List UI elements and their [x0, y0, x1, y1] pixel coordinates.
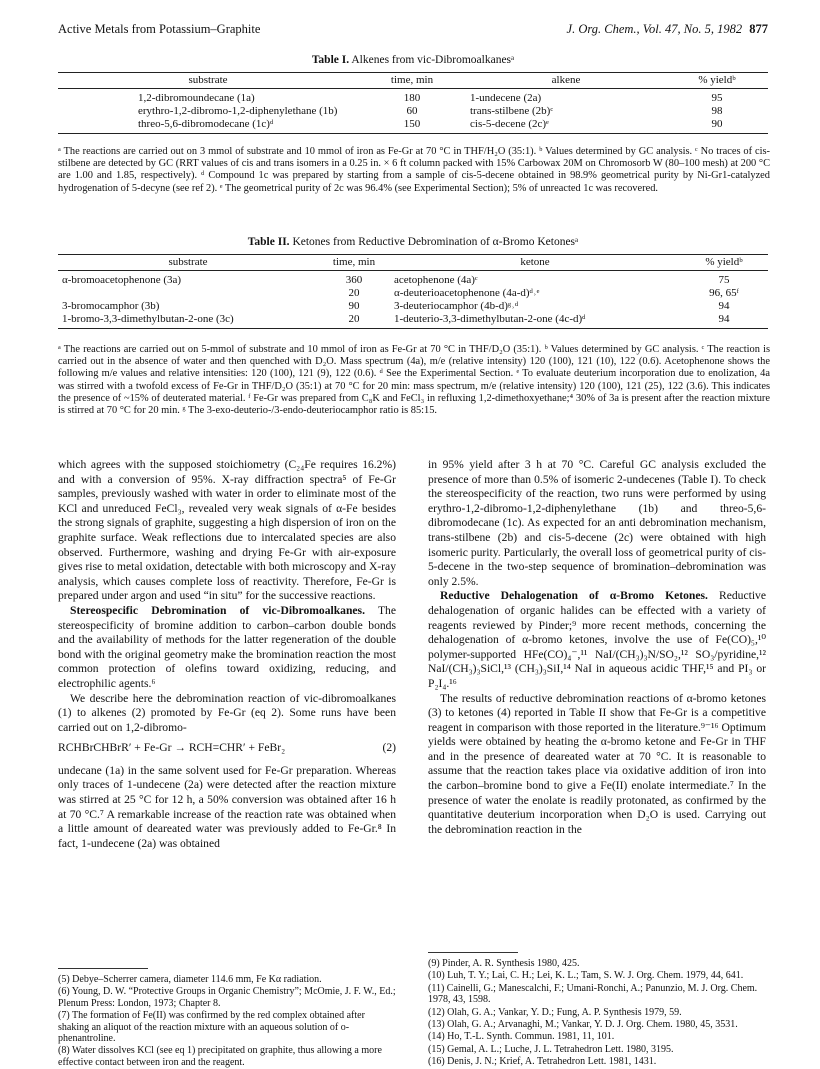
table-cell: 98 — [711, 105, 723, 117]
table-row — [58, 271, 768, 288]
table-cell: 90 — [666, 118, 768, 134]
table2-title: Ketones from Reductive Debromination of α-Bromo Ketonesᵃ — [292, 236, 579, 248]
body-paragraph: undecane (1a) in the same solvent used for Fe-Gr preparation. Whereas only traces of 1-undecene (2a) were detected after the reaction mixture was stirred at 25 °C for 12 h, a 50% conversion was obtained after 16 h at 70 °C.⁷ A remarkable increase of the reaction rate was obtained when a little amount of deareated water was previously added to Fe-Gr.⁸ In fact, 1-undecene (2a) was obtained — [58, 763, 396, 850]
journal-name: J. Org. Chem., Vol. 47, No. 5, 1982 — [566, 22, 743, 36]
table-cell: acetophenone (4a)ᶜ — [394, 274, 478, 286]
table2-header: ketone — [390, 255, 680, 271]
running-title: Active Metals from Potassium–Graphite — [58, 22, 261, 36]
table-cell: 1-bromo-3,3-dimethylbutan-2-one (3c) — [58, 313, 318, 329]
reference: (16) Denis, J. N.; Krief, A. Tetrahedron Lett. 1981, 1431. — [428, 1056, 657, 1068]
table-cell: 1,2-dibromoundecane (1a) — [138, 92, 255, 104]
table2-header: % yieldᵇ — [680, 255, 768, 271]
footnote-rule — [58, 968, 148, 969]
table-row — [58, 300, 768, 313]
table1-title: Alkenes from vic-Dibromoalkanesᵃ — [351, 54, 515, 66]
body-paragraph: We describe here the debromination reaction of vic-dibromoalkanes (1) to alkenes (2) promoted by Fe-Gr (eq 2). Some runs have been carried out on 1,2-dibromo- — [58, 691, 396, 734]
section-heading: Reductive Dehalogenation of α-Bromo Ketones. — [440, 589, 708, 603]
table1-header: substrate — [58, 73, 358, 89]
table-cell: 1-undecene (2a) — [470, 92, 542, 104]
table-cell: 75 — [718, 274, 730, 286]
table-cell: 90 — [348, 300, 360, 312]
table1-footnotes: ᵃ The reactions are carried out on 3 mmol of substrate and 10 mmol of iron as Fe-Gr at 70 °C in THF/H₂O (35:1). ᵇ Values determined by GC analysis. ᶜ No traces of cis-stilbene are detected by GC (RRT values of cis and trans isomers in a 0.25 in. × 6 ft column packed with 15% Carbowax 20M on Chromosorb W (80–100 mesh) at 200 °C are 1.00 and 1.85, respectively). ᵈ Compound 1c was prepared by starting from a sample of cis-5-decene obtained in 98.9% geometrical purity by Ni-Gr1-catalyzed hydrogenation of 5-decyne (see ref 2). ᵉ The geometrical purity of 2c was 96.4% (see Experimental Section); 5% of unreacted 1c was recovered. — [58, 146, 770, 194]
table2-footnotes: ᵃ The reactions are carried out on 5-mmol of substrate and 10 mmol of iron as Fe-Gr at 70 °C in THF/D₂O (35:1). ᵇ Values determined by GC analysis. ᶜ The reaction is carried out in the absence of water and then quenched with D₂O. Mass spectrum (4a), m/e (relative intensity) 120 (100), 121 (10), 122 (0.6). Acetophenone shows the following m/e values and relative intensities: 120 (100), 121 (9), 122 (0.6). ᵈ See the Experimental Section. ᵉ To evaluate deuterium incorporation due to enolization, 4a was stirred with a twofold excess of Fe-Gr in THF/D₂O (35:1) at 70 °C for 20 min: mass spectrum, m/e (relative intensity) 120 (100), 121 (25), 122 (3.6). This indicates the presence of ~15% of deuterated material. ᶠ Fe-Gr was prepared from C₈K and FeCl₃ in refluxing 1,2-dimethoxyethane;⁴ 30% of 3a is present after the reaction mixture is stirred at 70 °C for 20 min. ᵍ The 3-exo-deuterio-/3-endo-deuteriocamphor ratio is 85:15. — [58, 344, 770, 417]
table1-header: alkene — [466, 73, 666, 89]
table1-header-row — [58, 73, 768, 89]
footnote: (7) The formation of Fe(II) was confirmed by the red complex obtained after shaking an aliquot of the reaction mixture with an aqueous solution of o-phenantroline. — [58, 1010, 365, 1045]
reference: (11) Cainelli, G.; Manescalchi, F.; Umani-Ronchi, A.; Panunzio, M. J. Org. Chem. 1978, 43, 1598. — [428, 982, 758, 1006]
table-cell: 150 — [358, 118, 466, 134]
table-cell: cis-5-decene (2c)ᵉ — [466, 118, 666, 134]
table-cell: 95 — [711, 92, 723, 104]
table2-label: Table II. — [247, 236, 290, 248]
page-number: 877 — [749, 22, 768, 36]
reference: (12) Olah, G. A.; Vankar, Y. D.; Fung, A. P. Synthesis 1979, 59. — [428, 1006, 682, 1018]
table-cell: 96, 65ᶠ — [709, 287, 739, 299]
left-column — [58, 458, 396, 851]
left-footnotes — [58, 974, 396, 1069]
table-cell: 60 — [406, 105, 418, 117]
table-cell: 94 — [718, 300, 730, 312]
section-heading: Stereospecific Debromination of vic-Dibromoalkanes. — [70, 603, 365, 617]
reference: (10) Luh, T. Y.; Lai, C. H.; Lei, K. L.; Tam, S. W. J. Org. Chem. 1979, 44, 641. — [428, 970, 744, 982]
table-row — [58, 89, 768, 106]
section-text: The stereospecificity of bromine addition to carbon–carbon double bonds and the availability of methods for the latter regeneration of the double bond with the original geometry make the bromination reaction the most common protection of olefins toward oxidizing, reducing, and electrophilic agents.⁶ — [58, 603, 397, 690]
table1-header: time, min — [358, 73, 466, 89]
table2-caption — [58, 236, 768, 248]
reference: (9) Pinder, A. R. Synthesis 1980, 425. — [428, 958, 580, 969]
equation-label: (2) — [382, 741, 396, 755]
equation-2 — [58, 741, 396, 756]
table-cell: 360 — [345, 274, 363, 286]
section-text: Reductive dehalogenation of organic halides can be effected with a variety of reagents reviewed by Pinder;⁹ more recent methods, concerning the dehalogenation of α-bromo ketones, involve the use of Fe(CO)₅,¹⁰ polymer-supported HFe(CO)₄⁻,¹¹ NaI/(CH₃)₃N/SO₂,¹² SO₃/pyridine,¹² NaI/(CH₃)₃SiCl,¹³ (CH₃)₃SiI,¹⁴ NaI in aqueous acidic THF,¹⁵ and PI₃ or P₂I₄.¹⁶ — [428, 589, 766, 690]
equation-body: RCHBrCHBrR′ + Fe-Gr → RCH=CHR′ + FeBr₂ — [58, 741, 286, 755]
table-row — [58, 118, 768, 134]
table-cell: threo-5,6-dibromodecane (1c)ᵈ — [58, 118, 358, 134]
table-row — [58, 105, 768, 118]
table-cell: erythro-1,2-dibromo-1,2-diphenylethane (1b) — [138, 105, 338, 117]
reference: (15) Gemal, A. L.; Luche, J. L. Tetrahedron Lett. 1980, 3195. — [428, 1043, 674, 1055]
table-row — [58, 313, 768, 329]
table2-header: time, min — [318, 255, 390, 271]
footnote: (5) Debye–Scherrer camera, diameter 114.6 mm, Fe Kα radiation. — [58, 974, 322, 985]
table-cell: 3-deuteriocamphor (4b-d)ᵍ˒ᵈ — [394, 300, 519, 312]
section-paragraph — [58, 604, 396, 692]
footnote-rule — [428, 952, 518, 953]
table1-header: % yieldᵇ — [666, 73, 768, 89]
table2 — [58, 254, 768, 329]
reference: (13) Olah, G. A.; Arvanaghi, M.; Vankar, Y. D. J. Org. Chem. 1980, 45, 3531. — [428, 1019, 738, 1031]
table2-header-row — [58, 255, 768, 271]
table1 — [58, 72, 768, 134]
table-cell: 20 — [318, 313, 390, 329]
table1-caption — [58, 54, 768, 66]
table-cell: α-deuterioacetophenone (4a-d)ᵈ˒ᵉ — [394, 287, 540, 299]
body-paragraph: which agrees with the supposed stoichiometry (C₂₄Fe requires 16.2%) and with a conversion of 95%. X-ray diffraction spectra⁵ of Fe-Gr samples, previously washed with water in order to eliminate most of the KCl and unreduced FeCl₃, revealed very weak signals of α-Fe besides the strong signals of graphite, suggesting a high dispersion of iron on the graphite surface. Weak reflections due to intercalated species are also observed. Furthermore, washing and drying Fe-Gr with air-exposure gives rise to metal oxidation, detectable with both microscopy and X-ray analysis, which causes complete loss of reactivity. Therefore, Fe-Gr is prepared under argon and used “in situ” for the successive reactions. — [58, 458, 396, 603]
table1-label: Table I. — [311, 54, 350, 66]
table-row — [58, 287, 768, 300]
table-cell: 3-bromocamphor (3b) — [62, 300, 160, 312]
journal-citation — [567, 22, 768, 37]
equation-text — [58, 741, 285, 756]
right-column — [428, 458, 766, 837]
body-paragraph: in 95% yield after 3 h at 70 °C. Careful GC analysis excluded the presence of more than 0.5% of isomeric 2-undecenes (Table I). To check the stereospecificity of the reaction, two runs were performed by using erythro-1,2-dibromo-1,2-diphenylethane (1b) and threo-5,6-dibromodecane (1c). As expected for an anti debromination mechanism, trans-stilbene (2b) and cis-5-decene (2c) were obtained with high isomeric purity. Particularly, the overall loss of geometrical purity of cis-5-decene in the two-step sequence of bromination–debromination was only 2.5%. — [428, 458, 766, 588]
right-footnotes — [428, 958, 766, 1069]
reference: (14) Ho, T.-L. Synth. Commun. 1981, 11, 101. — [428, 1031, 615, 1043]
table-cell: 180 — [403, 92, 421, 104]
footnote: (8) Water dissolves KCl (see eq 1) precipitated on graphite, thus allowing a more effective contact between iron and the reagent. — [58, 1045, 382, 1068]
table-cell: 20 — [348, 287, 360, 299]
table2-header: substrate — [58, 255, 318, 271]
table-cell: trans-stilbene (2b)ᶜ — [470, 105, 554, 117]
body-paragraph: The results of reductive debromination reactions of α-bromo ketones (3) to ketones (4) reported in Table II show that Fe-Gr is a competitive reagent in comparison with those reported in the literature.⁹⁻¹⁶ Optimum yields were obtained by heating the α-bromo ketone and Fe-Gr in THF and in the presence of deareated water at 70 °C. It is reasonable to assume that the reaction takes place via oxidative addition of iron into the carbon–bromine bond to give a Fe(II) enolate intermediate.⁷ In the presence of water the enolate is readily protonated, as confirmed by the quantitative deuterium incorporation when D₂O is used. Carrying out the debromination reaction in the — [428, 691, 766, 836]
footnote: (6) Young, D. W. “Protective Groups in Organic Chemistry”; McOmie, J. F. W., Ed.; Plenum Press: London, 1973; Chapter 8. — [58, 986, 396, 1009]
table-cell: 1-deuterio-3,3-dimethylbutan-2-one (4c-d)ᵈ — [390, 313, 680, 329]
table-cell: α-bromoacetophenone (3a) — [62, 274, 182, 286]
section-paragraph — [428, 589, 766, 691]
table-cell: 94 — [680, 313, 768, 329]
table-cell — [58, 287, 318, 300]
